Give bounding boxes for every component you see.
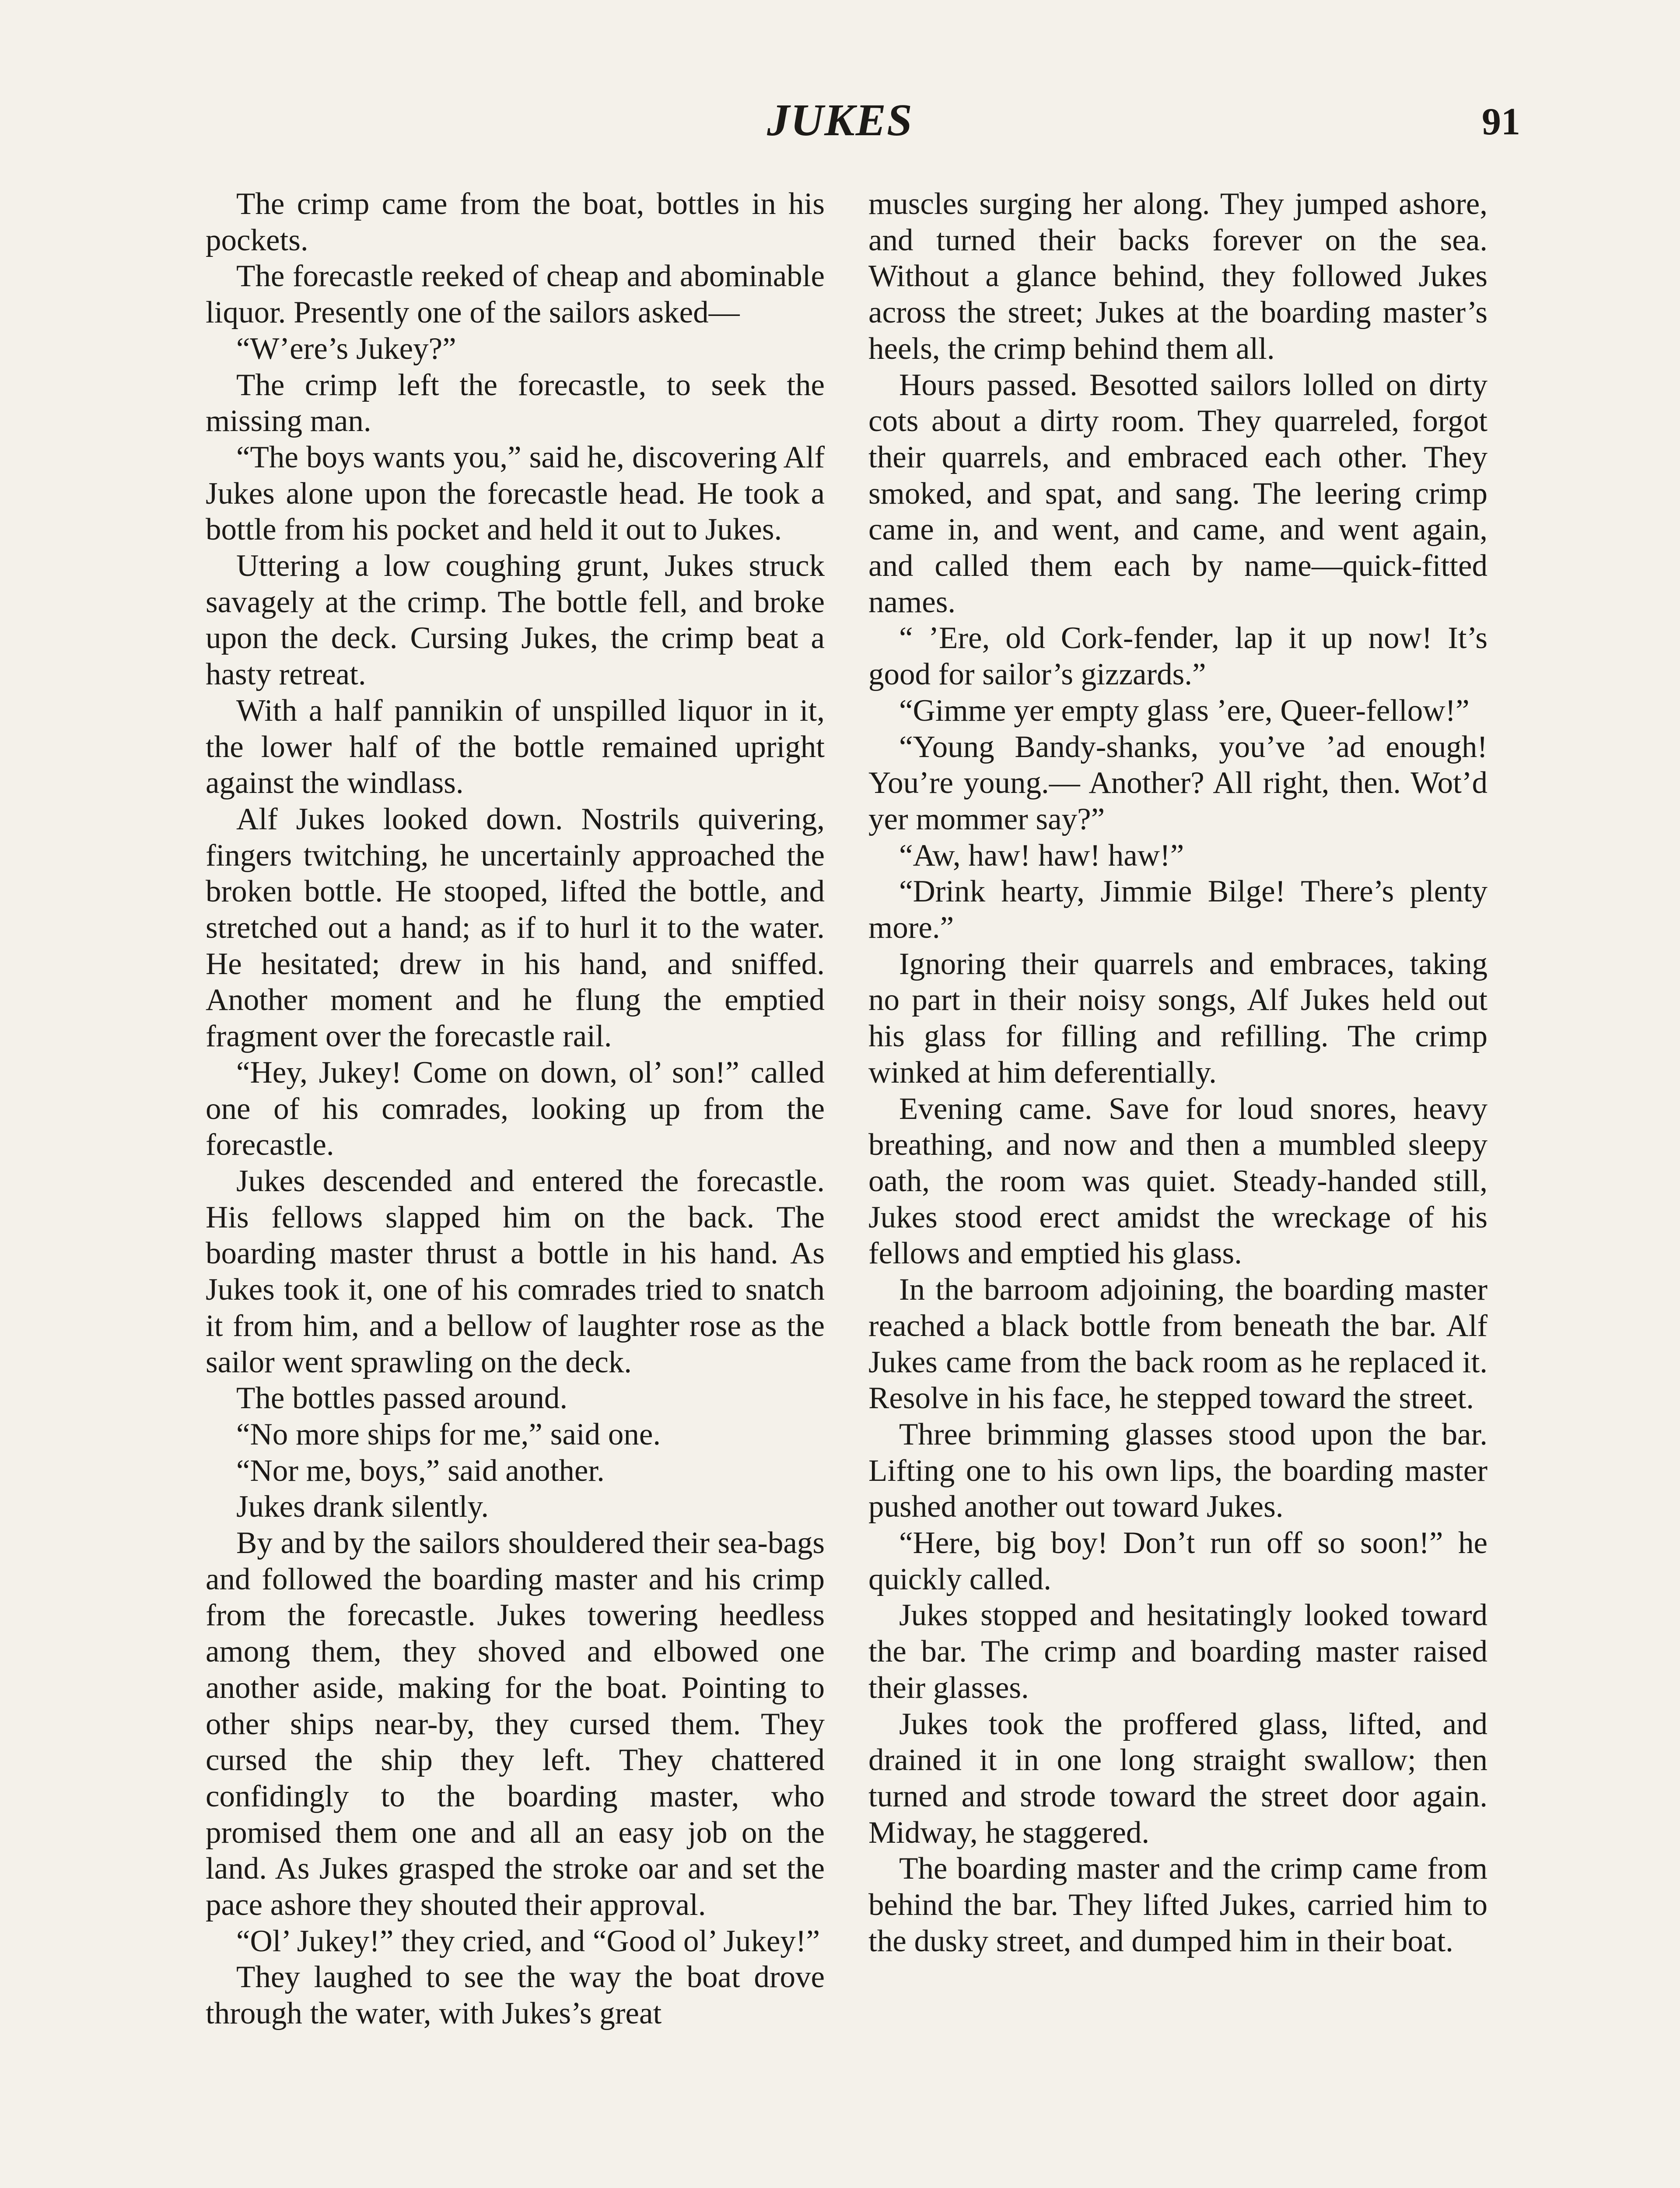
paragraph: “ ’Ere, old Cork-fender, lap it up now! It’s good for sailor’s gizzards.” bbox=[868, 621, 1488, 692]
paragraph: They laughed to see the way the boat drove through the water, with Jukes’s great bbox=[206, 1960, 825, 2031]
paragraph: With a half pannikin of unspilled liquor in it, the lower half of the bottle remained upright against the windlass. bbox=[206, 693, 825, 800]
paragraph: “Young Bandy-shanks, you’ve ’ad enough! You’re young.— Another? All right, then. Wot’d yer mommer say?” bbox=[868, 729, 1488, 836]
paragraph: Uttering a low coughing grunt, Jukes struck savagely at the crimp. The bottle fell, and broke upon the deck. Cursing Jukes, the crimp beat a hasty retreat. bbox=[206, 549, 825, 692]
paragraph: “Hey, Jukey! Come on down, ol’ son!” called one of his comrades, looking up from the forecastle. bbox=[206, 1055, 825, 1162]
page-number: 91 bbox=[1482, 101, 1520, 143]
paragraph: Jukes stopped and hesitatingly looked toward the bar. The crimp and boarding master raised their glasses. bbox=[868, 1598, 1488, 1705]
paragraph: Jukes took the proffered glass, lifted, and drained it in one long straight swallow; then turned and strode toward the street door again. Midway, he staggered. bbox=[868, 1707, 1488, 1850]
paragraph: “No more ships for me,” said one. bbox=[236, 1417, 661, 1452]
paragraph: Alf Jukes looked down. Nostrils quivering, fingers twitching, he uncertainly approached the broken bottle. He stooped, lifted the bottle, and stretched out a hand; as if to hurl it to the water. He hesitated; drew in his hand, and sniffed. Another moment and he flung the emptied fragment over the forecastle rail. bbox=[206, 802, 825, 1054]
paragraph: Evening came. Save for loud snores, heavy breathing, and now and then a mumbled sleepy oath, the room was quiet. Steady-handed still, Jukes stood erect amidst the wreckage of his fellows and emptied his glass. bbox=[868, 1091, 1488, 1271]
paragraph: By and by the sailors shouldered their sea-bags and followed the boarding master and his crimp from the forecastle. Jukes towering heedless among them, they shoved and elbowed one another aside, making for the boat. Pointing to other ships near-by, they cursed them. They cursed the ship they left. They chattered confidingly to the boarding master, who promised them one and all an easy job on the land. As Jukes grasped the stroke oar and set the pace ashore they shouted their approval. bbox=[206, 1526, 825, 1922]
paragraph: “Drink hearty, Jimmie Bilge! There’s plenty more.” bbox=[868, 874, 1488, 945]
paragraph: The bottles passed around. bbox=[236, 1381, 568, 1416]
paragraph: “Aw, haw! haw! haw!” bbox=[899, 838, 1184, 873]
paragraph: “W’ere’s Jukey?” bbox=[236, 331, 456, 366]
paragraph: “The boys wants you,” said he, discovering Alf Jukes alone upon the forecastle head. He took a bottle from his pocket and held it out to Jukes. bbox=[206, 440, 825, 547]
paragraph: Jukes descended and entered the forecastle. His fellows slapped him on the back. The boarding master thrust a bottle in his hand. As Jukes took it, one of his comrades tried to snatch it from him, and a bellow of laughter rose as the sailor went sprawling on the deck. bbox=[206, 1164, 825, 1379]
paragraph: “Here, big boy! Don’t run off so soon!” he quickly called. bbox=[868, 1526, 1488, 1596]
paragraph: Hours passed. Besotted sailors lolled on dirty cots about a dirty room. They quarreled, forgot their quarrels, and embraced each other. They smoked, and spat, and sang. The leering crimp came in, and went, and came, and went again, and called them each by name—quick-fitted names. bbox=[868, 368, 1488, 619]
paragraph: The boarding master and the crimp came from behind the bar. They lifted Jukes, carried him to the dusky street, and dumped him in their boat. bbox=[868, 1851, 1488, 1958]
page-title: JUKES bbox=[767, 95, 913, 145]
paragraph: Ignoring their quarrels and embraces, taking no part in their noisy songs, Alf Jukes held out his glass for filling and refilling. The crimp winked at him deferentially. bbox=[868, 947, 1488, 1090]
right-column bbox=[868, 186, 1488, 2188]
paragraph: “Nor me, boys,” said another. bbox=[236, 1453, 605, 1488]
paragraph: “Gimme yer empty glass ’ere, Queer-fellow!” bbox=[899, 693, 1470, 728]
paragraph-continuation: muscles surging her along. They jumped ashore, and turned their backs forever on the sea. Without a glance behind, they followed Jukes across the street; Jukes at the boarding master’s heels, the crimp behind them all. bbox=[868, 187, 1488, 366]
paragraph: “Ol’ Jukey!” they cried, and “Good ol’ Jukey!” bbox=[236, 1924, 820, 1958]
paragraph: The crimp left the forecastle, to seek the missing man. bbox=[206, 368, 825, 438]
paragraph: Jukes drank silently. bbox=[236, 1490, 489, 1524]
left-column bbox=[206, 186, 825, 2188]
paragraph: In the barroom adjoining, the boarding master reached a black bottle from beneath the bar. Alf Jukes came from the back room as he replaced it. Resolve in his face, he stepped toward the street. bbox=[868, 1273, 1488, 1416]
paragraph: The crimp came from the boat, bottles in his pockets. bbox=[206, 187, 825, 257]
paragraph: Three brimming glasses stood upon the bar. Lifting one to his own lips, the boarding master pushed another out toward Jukes. bbox=[868, 1417, 1488, 1524]
paragraph: The forecastle reeked of cheap and abominable liquor. Presently one of the sailors asked— bbox=[206, 259, 825, 330]
